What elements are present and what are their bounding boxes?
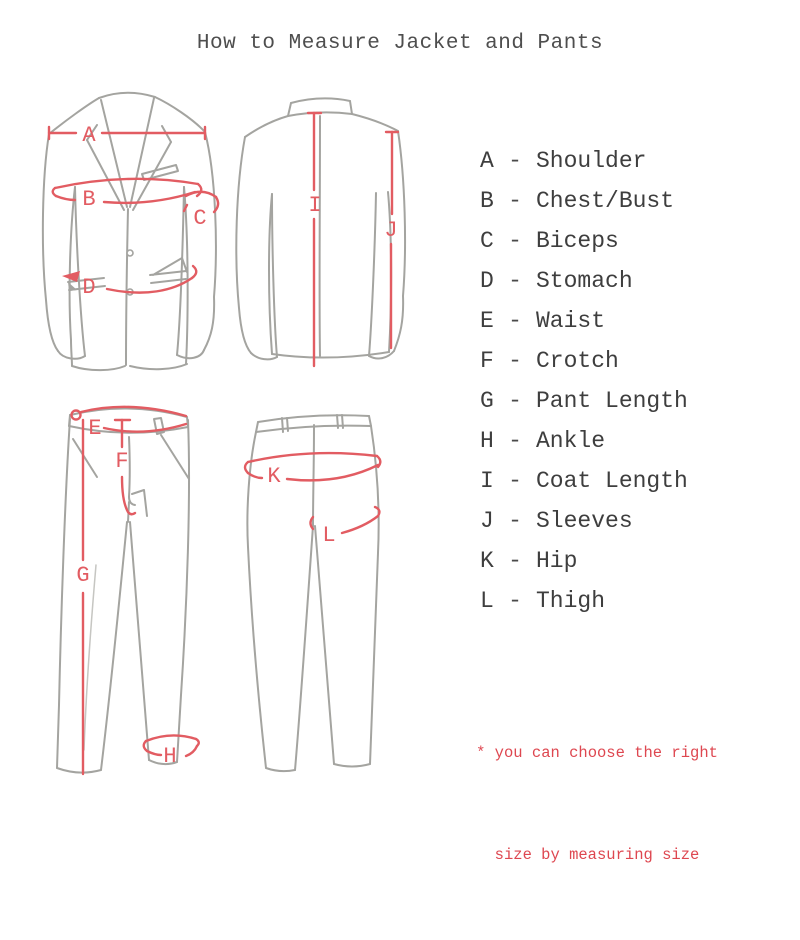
legend-separator: -	[508, 348, 522, 374]
jacket-front-outline	[43, 93, 216, 370]
legend-separator: -	[508, 548, 522, 574]
measurement-legend	[480, 141, 688, 621]
jacket-button	[127, 250, 133, 256]
marker-label-l: L	[322, 523, 336, 548]
legend-label: Chest/Bust	[536, 188, 675, 214]
measure-line-shoulder	[49, 123, 205, 148]
legend-separator: -	[508, 508, 522, 534]
legend-item-shoulder	[480, 141, 688, 181]
legend-key: E	[480, 308, 494, 334]
legend-key: F	[480, 348, 494, 374]
marker-label-b: B	[82, 187, 96, 212]
measure-line-crotch	[115, 420, 135, 514]
legend-item-thigh	[480, 581, 688, 621]
belt-loop	[282, 418, 288, 432]
marker-label-a: A	[82, 123, 96, 148]
measure-line-sleeves	[384, 132, 398, 348]
legend-label: Waist	[536, 308, 606, 334]
legend-label: Pant Length	[536, 388, 688, 414]
legend-item-chest	[480, 181, 688, 221]
legend-label: Ankle	[536, 428, 606, 454]
legend-separator: -	[508, 428, 522, 454]
legend-key: C	[480, 228, 494, 254]
legend-separator: -	[508, 388, 522, 414]
legend-key: L	[480, 588, 494, 614]
legend-separator: -	[508, 308, 522, 334]
marker-label-e: E	[88, 416, 102, 441]
pants-front-diagram	[40, 395, 240, 785]
measure-line-thigh	[311, 507, 380, 548]
legend-item-pant-length	[480, 381, 688, 421]
marker-label-g: G	[76, 563, 90, 588]
legend-separator: -	[508, 588, 522, 614]
measure-line-biceps	[184, 192, 218, 231]
legend-label: Hip	[536, 548, 578, 574]
legend-key: K	[480, 548, 494, 574]
legend-label: Stomach	[536, 268, 633, 294]
legend-key: I	[480, 468, 494, 494]
legend-label: Biceps	[536, 228, 619, 254]
breast-pocket	[142, 165, 178, 180]
marker-label-h: H	[163, 744, 177, 769]
legend-item-stomach	[480, 261, 688, 301]
legend-separator: -	[508, 188, 522, 214]
sizing-note-line2: size by measuring size	[494, 846, 700, 864]
legend-item-waist	[480, 301, 688, 341]
measure-line-pant-length	[76, 420, 89, 774]
legend-separator: -	[508, 468, 522, 494]
page-title: How to Measure Jacket and Pants	[196, 32, 604, 55]
marker-label-f: F	[115, 449, 129, 474]
legend-label: Coat Length	[536, 468, 688, 494]
legend-item-coat-length	[480, 461, 688, 501]
jacket-back-outline	[236, 98, 405, 359]
legend-item-biceps	[480, 221, 688, 261]
legend-key: A	[480, 148, 494, 174]
legend-separator: -	[508, 228, 522, 254]
marker-label-i: I	[308, 193, 322, 218]
legend-label: Shoulder	[536, 148, 647, 174]
legend-item-sleeves	[480, 501, 688, 541]
jacket-back-diagram	[228, 86, 443, 381]
legend-key: D	[480, 268, 494, 294]
legend-key: J	[480, 508, 494, 534]
sizing-note	[466, 668, 728, 940]
legend-item-ankle	[480, 421, 688, 461]
marker-label-k: K	[267, 464, 281, 489]
legend-key: B	[480, 188, 494, 214]
legend-label: Thigh	[536, 588, 606, 614]
measure-line-ankle	[144, 735, 199, 769]
marker-label-j: J	[384, 218, 398, 243]
legend-item-crotch	[480, 341, 688, 381]
sizing-note-line1: * you can choose the right	[476, 744, 718, 762]
legend-separator: -	[508, 148, 522, 174]
pants-back-diagram	[240, 395, 440, 790]
marker-label-d: D	[82, 275, 96, 300]
legend-label: Sleeves	[536, 508, 633, 534]
legend-key: H	[480, 428, 494, 454]
legend-separator: -	[508, 268, 522, 294]
legend-key: G	[480, 388, 494, 414]
legend-label: Crotch	[536, 348, 619, 374]
marker-label-c: C	[193, 206, 207, 231]
jacket-front-diagram	[25, 85, 235, 375]
legend-item-hip	[480, 541, 688, 581]
